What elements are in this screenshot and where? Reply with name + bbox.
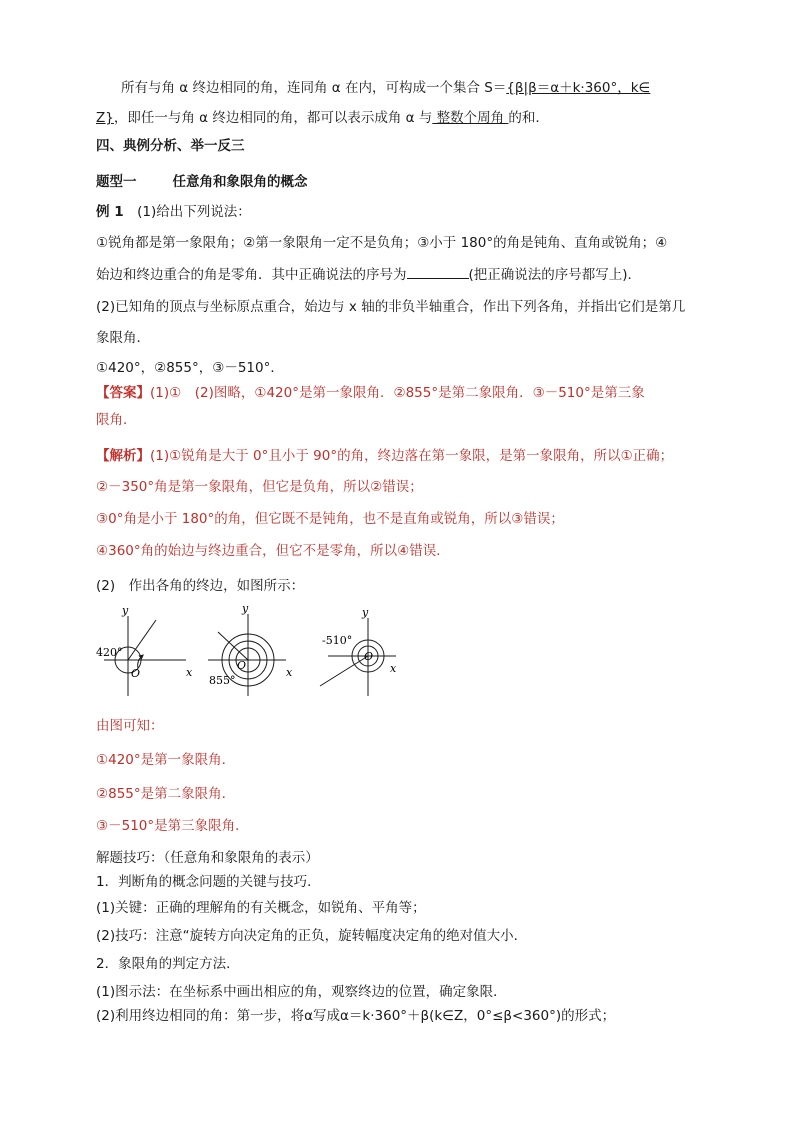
analysis-tag: 【解析】 <box>96 448 150 464</box>
intro-line-2 <box>96 108 540 128</box>
topic-label: 题型一 <box>96 174 137 190</box>
topic-heading <box>96 172 308 192</box>
angle-label-855: 855° <box>209 674 236 687</box>
example-label: 例 1 <box>96 204 124 220</box>
y-label: y <box>242 604 249 615</box>
answer-text: (1)① (2)图略，①420°是第一象限角．②855°是第二象限角．③－510°是第三象 <box>150 385 645 401</box>
example-question: 始边和终边重合的角是零角．其中正确说法的序号为 <box>96 267 407 283</box>
angle-figures <box>96 604 406 700</box>
tips-title: 解题技巧：（任意角和象限角的表示） <box>96 850 319 866</box>
tips-line-3: (2)技巧：注意“旋转方向决定角的正负，旋转幅度决定角的绝对值大小． <box>96 928 528 944</box>
answer-line-1 <box>96 383 645 403</box>
answer-line-2: 限角． <box>96 412 137 428</box>
example-line-5: 象限角． <box>96 330 150 346</box>
example-line-4: (2)已知角的顶点与坐标原点重合，始边与 x 轴的非负半轴重合，作出下列各角，并指出它们是第几 <box>96 299 686 315</box>
analysis-text: (1)①锐角是大于 0°且小于 90°的角，终边落在第一象限，是第一象限角，所以①正确； <box>150 448 674 464</box>
answer-tag: 【答案】 <box>96 385 150 401</box>
conclusion-3: ③－510°是第三象限角． <box>96 818 249 834</box>
origin-label: O <box>237 659 247 672</box>
intro-text-3: 的和. <box>508 110 540 126</box>
terminal-side <box>128 620 156 660</box>
answer-blank <box>407 264 469 279</box>
section-title: 四、典例分析、举一反三 <box>96 138 245 154</box>
tips-line-5: (1)图示法：在坐标系中画出相应的角，观察终边的位置，确定象限． <box>96 984 507 1000</box>
x-label: x <box>390 662 397 675</box>
example-line-3 <box>96 264 641 285</box>
intro-text-2: ，即任一与角 α 终边相同的角，都可以表示成角 α 与 <box>113 110 433 126</box>
intro-text: 所有与角 α 终边相同的角，连同角 α 在内，可构成一个集合 S＝ <box>121 80 507 96</box>
origin-label: O <box>364 650 374 663</box>
tips-line-2: (1)关键：正确的理解角的有关概念，如锐角、平角等； <box>96 900 426 916</box>
analysis-line-4: ④360°角的始边与终边重合，但它不是零角，所以④错误． <box>96 543 450 559</box>
intro-line-1 <box>121 78 650 98</box>
y-label: y <box>362 606 369 619</box>
analysis-line-1 <box>96 446 673 466</box>
x-label: x <box>186 666 193 679</box>
topic-title: 任意角和象限角的概念 <box>172 174 308 190</box>
example-line-2: ①锐角都是第一象限角；②第一象限角一定不是负角；③小于 180°的角是钝角、直角或锐角；④ <box>96 235 668 251</box>
set-expression-end: Z} <box>96 110 114 126</box>
tips-line-1: 1．判断角的概念问题的关键与技巧． <box>96 874 321 890</box>
angle-label-negative-510: -510° <box>322 634 353 647</box>
example-line-6: ①420°，②855°，③－510°． <box>96 360 284 376</box>
tips-line-4: 2．象限角的判定方法． <box>96 956 240 972</box>
example-hint: (把正确说法的序号都写上)． <box>468 267 642 283</box>
y-label: y <box>122 604 129 617</box>
conclusion-intro: 由图可知： <box>96 718 164 734</box>
underlined-term: 整数个周角 <box>432 110 509 126</box>
figure-negative-510 <box>320 618 396 696</box>
example-part-1: (1)给出下列说法： <box>137 204 251 220</box>
set-expression: {β|β＝α＋k·360°，k∈ <box>506 80 651 96</box>
conclusion-2: ②855°是第二象限角． <box>96 786 236 802</box>
angle-label-420: 420° <box>96 646 123 659</box>
analysis-line-3: ③0°角是小于 180°的角，但它既不是钝角，也不是直角或锐角，所以③错误； <box>96 511 564 527</box>
analysis-line-2: ②－350°角是第一象限角，但它是负角，所以②错误； <box>96 479 423 495</box>
origin-label: O <box>131 667 141 680</box>
terminal-side <box>320 656 368 686</box>
x-label: x <box>286 666 293 679</box>
tips-line-6: (2)利用终边相同的角：第一步，将α写成α＝k·360°＋β(k∈Z，0°≤β<360°)的形式； <box>96 1008 616 1024</box>
conclusion-1: ①420°是第一象限角． <box>96 752 236 768</box>
example-line-1 <box>96 202 251 222</box>
analysis-line-5: (2) 作出各角的终边，如图所示： <box>96 578 305 594</box>
